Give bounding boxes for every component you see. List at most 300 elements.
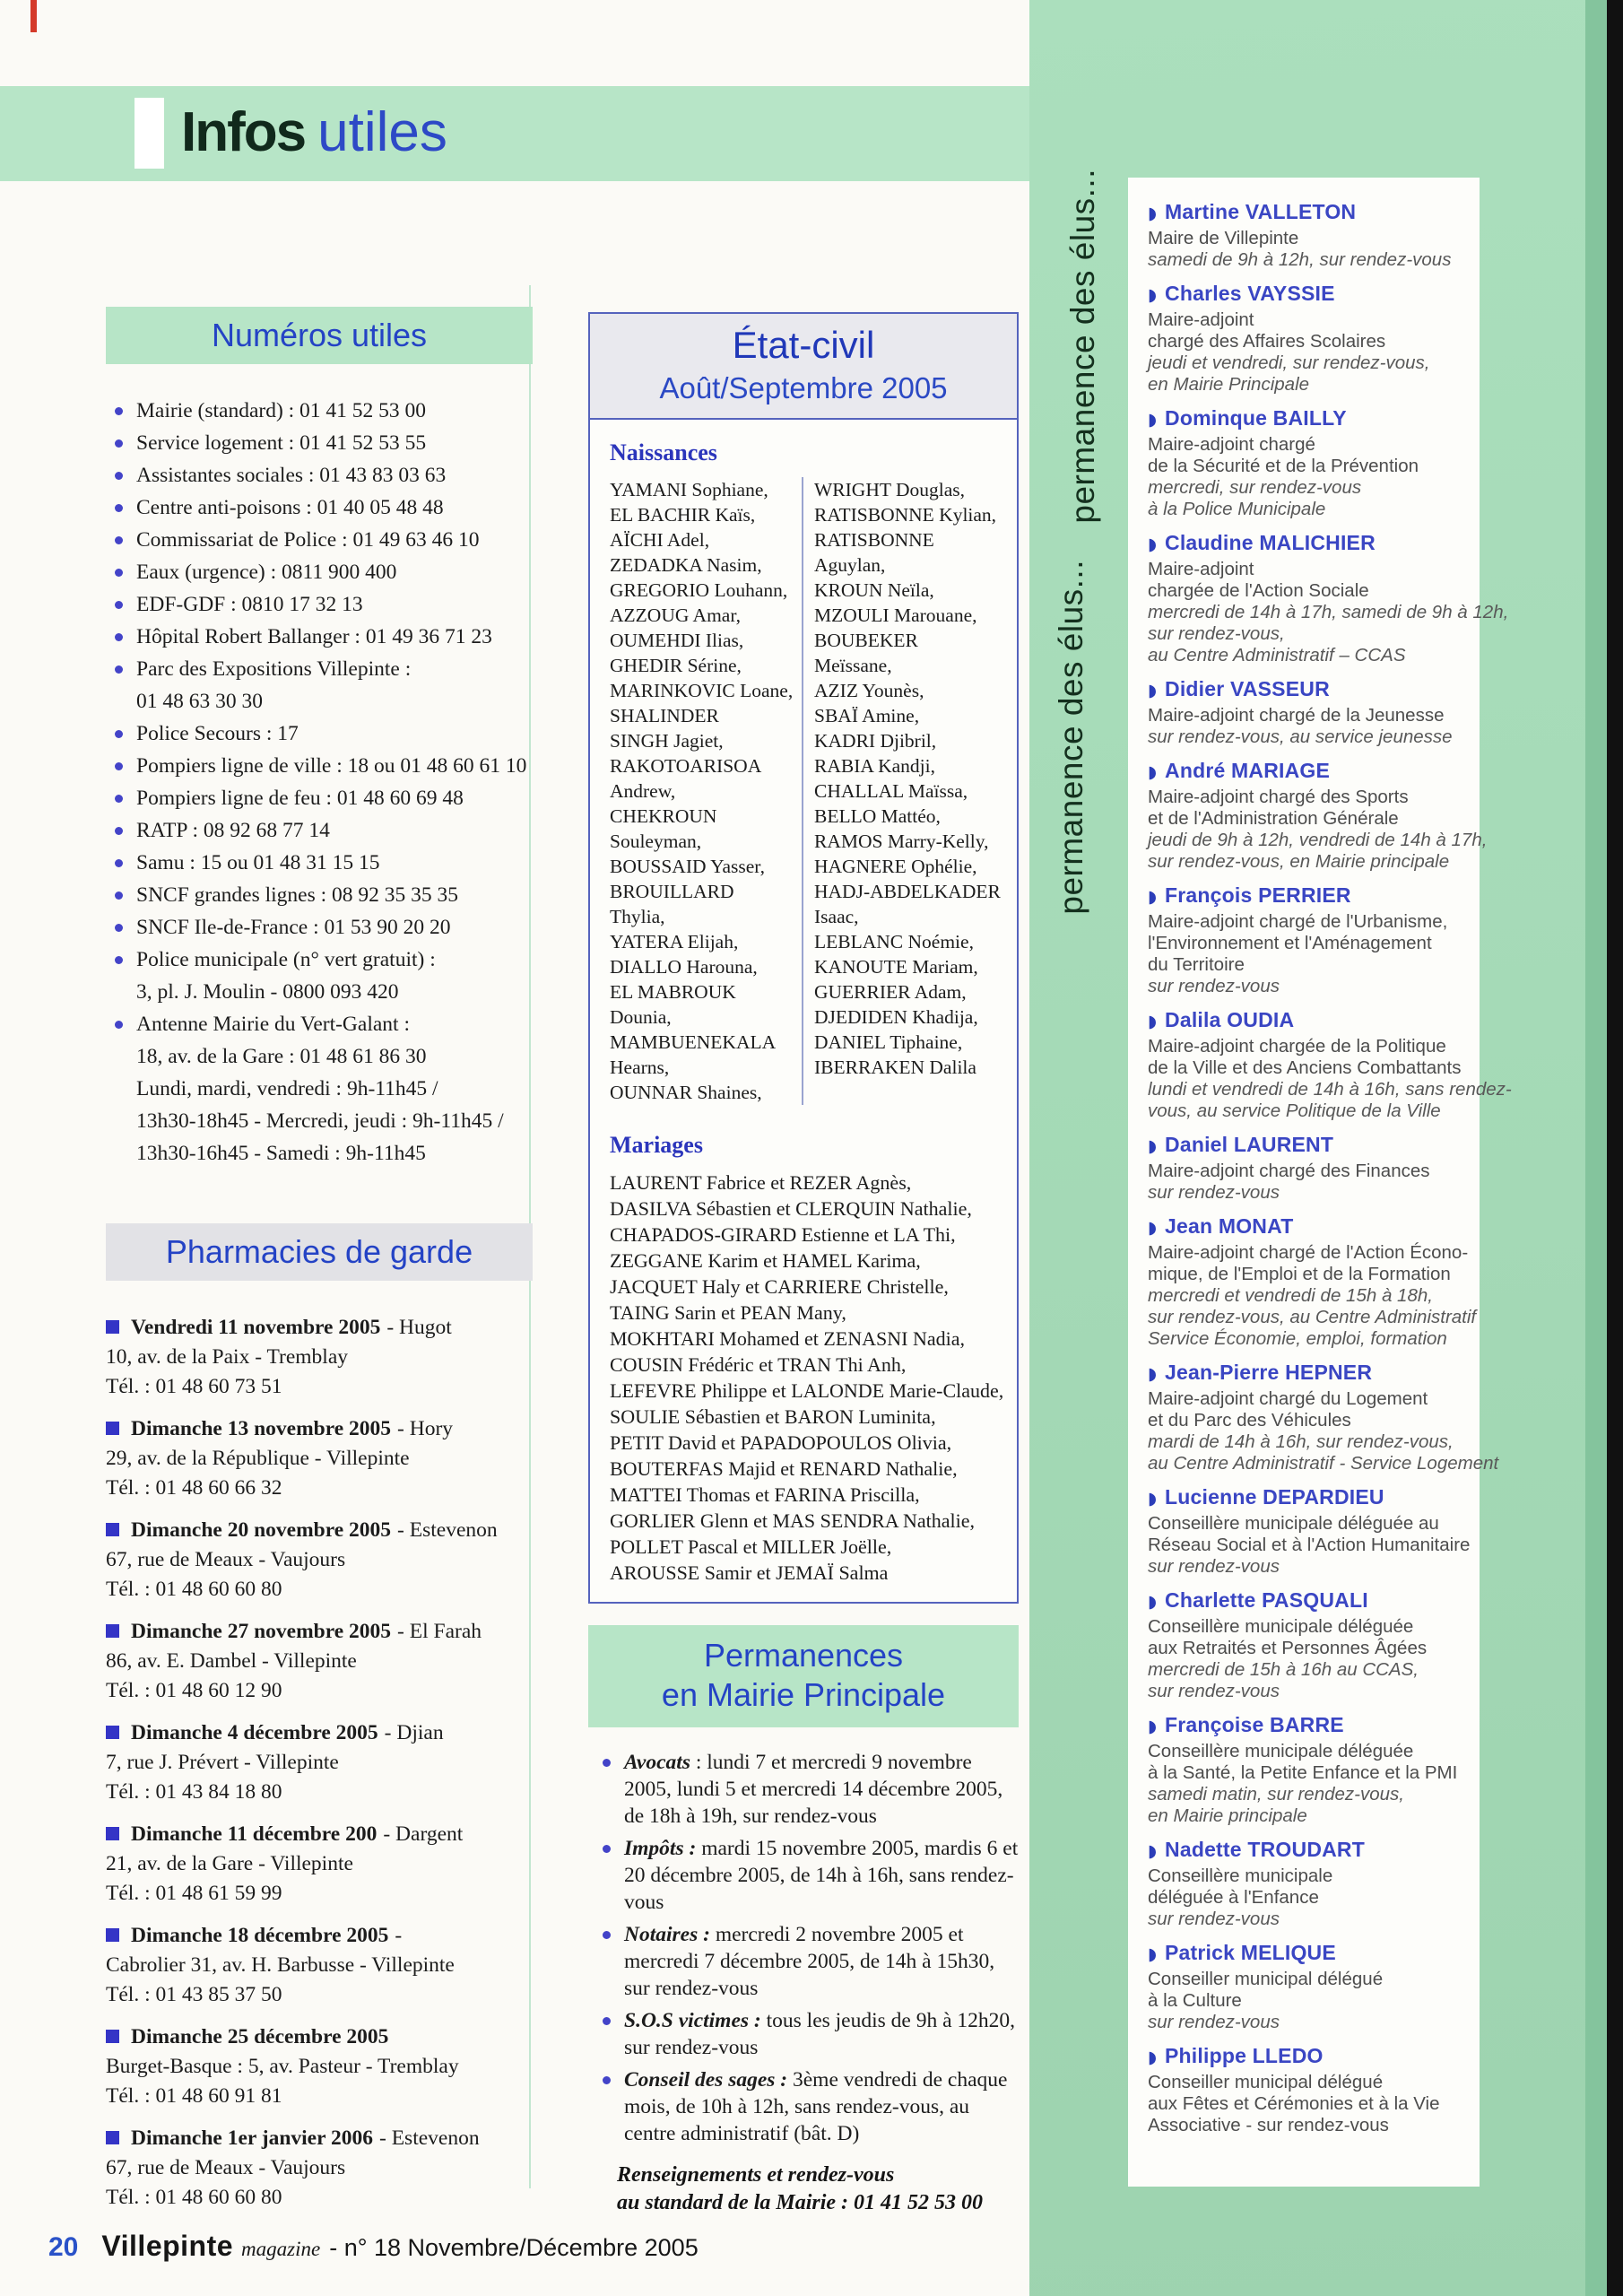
permanence-service: Conseil des sages : <box>624 2068 788 2092</box>
phone-list-item <box>109 459 533 491</box>
page-footer <box>48 2230 699 2263</box>
official-roles <box>1148 1388 1476 1431</box>
left-column <box>106 280 533 2225</box>
bullet-dot-icon <box>115 569 123 577</box>
phone-entry-extra-line: 01 48 63 30 30 <box>136 689 263 713</box>
official-name: Patrick MELIQUE <box>1165 1941 1336 1964</box>
official-role: Maire-adjoint chargée de la Politique <box>1148 1036 1446 1057</box>
right-half-circle-icon: ◗ <box>1148 1218 1158 1238</box>
official-role: Conseiller municipal délégué <box>1148 1969 1384 1989</box>
birth-name: Aguylan, <box>814 554 886 576</box>
page-title-light: utiles <box>317 101 447 163</box>
births-column-2 <box>803 477 1001 1105</box>
permanences-note <box>617 2161 1019 2217</box>
official-entry <box>1148 883 1476 997</box>
official-role: Maire-adjoint chargé de la Jeunesse <box>1148 705 1445 726</box>
official-roles <box>1148 1969 1476 2012</box>
birth-name: MZOULI Marouane, <box>814 604 977 626</box>
birth-name: CHALLAL Maïssa, <box>814 780 968 802</box>
official-name-row <box>1148 758 1476 787</box>
marriage-couple: POLLET Pascal et MILLER Joëlle, <box>610 1535 892 1558</box>
phone-entry-extra-line: 13h30-16h45 - Samedi : 9h-11h45 <box>136 1141 426 1165</box>
pharmacy-detail-line: 86, av. E. Dambel - Villepinte <box>106 1648 357 1673</box>
phone-entry-text: Police municipale (n° vert gratuit) : <box>136 947 436 971</box>
official-name: Daniel LAURENT <box>1165 1133 1334 1156</box>
birth-name: DIALLO Harouna, <box>610 956 758 978</box>
official-schedule: sur rendez-vous <box>1148 1182 1280 1203</box>
pharmacy-name: - Estevenon <box>379 2126 480 2150</box>
permanence-service: Impôts : <box>624 1837 697 1860</box>
bullet-dot-icon <box>115 504 123 512</box>
official-times <box>1148 477 1476 520</box>
official-times <box>1148 830 1488 873</box>
official-schedule: jeudi de 9h à 12h, vendredi de 14h à 17h, <box>1148 830 1488 850</box>
official-name-row <box>1148 1360 1476 1388</box>
bullet-dot-icon <box>115 407 123 415</box>
phone-entry-text: EDF-GDF : 0810 17 32 13 <box>136 592 363 616</box>
pharmacy-entry-head <box>106 2124 533 2153</box>
birth-name: SHALINDER <box>610 705 719 726</box>
official-role: Maire-adjoint chargé de l'Urbanisme, <box>1148 911 1448 932</box>
bullet-square-icon <box>106 1320 119 1334</box>
official-roles <box>1148 1513 1476 1556</box>
official-schedule: vous, au service Politique de la Ville <box>1148 1100 1441 1121</box>
pharmacy-date: Dimanche 11 décembre 200 <box>131 1822 378 1846</box>
magazine-subtitle: magazine <box>241 2238 321 2260</box>
official-name: Nadette TROUDART <box>1165 1838 1365 1861</box>
phone-entry-text: SNCF Ile-de-France : 01 53 90 20 20 <box>136 915 451 939</box>
pharmacy-detail <box>106 1849 533 1909</box>
pharmacy-entry-head <box>106 1921 533 1951</box>
marriage-couple: MATTEI Thomas et FARINA Priscilla, <box>610 1483 920 1506</box>
official-roles <box>1148 705 1476 726</box>
permanences-title-line1: Permanences <box>703 1637 904 1674</box>
pharmacy-detail-line: 67, rue de Meaux - Vaujours <box>106 1547 346 1571</box>
pharmacy-detail-line: Tél. : 01 48 60 66 32 <box>106 1475 282 1500</box>
official-role: chargée de l'Action Sociale <box>1148 580 1369 601</box>
phone-list-item <box>109 491 533 524</box>
bullet-square-icon <box>106 1928 119 1942</box>
pharmacy-detail <box>106 1444 533 1503</box>
phone-entry-text: Mairie (standard) : 01 41 52 53 00 <box>136 398 427 422</box>
official-name-row <box>1148 281 1476 309</box>
marriage-couple: LAURENT Fabrice et REZER Agnès, <box>610 1171 912 1194</box>
official-name-row <box>1148 1712 1476 1741</box>
page-edge-shadow <box>1585 0 1607 2296</box>
birth-name: DANIEL Tiphaine, <box>814 1031 963 1053</box>
birth-name: RATISBONNE Kylian, <box>814 504 997 526</box>
official-name-row <box>1148 530 1476 559</box>
right-half-circle-icon: ◗ <box>1148 2048 1158 2067</box>
official-entry <box>1148 1587 1476 1702</box>
pharmacy-entry <box>106 1820 533 1909</box>
phone-entry-text: Commissariat de Police : 01 49 63 46 10 <box>136 527 480 552</box>
birth-name: RAKOTOARISOA <box>610 755 762 777</box>
official-schedule: en Mairie principale <box>1148 1805 1307 1826</box>
permanence-service: Notaires : <box>624 1923 710 1946</box>
official-schedule: Service Économie, emploi, formation <box>1148 1328 1447 1349</box>
right-half-circle-icon: ◗ <box>1148 204 1158 223</box>
marriage-couple: BOUTERFAS Majid et RENARD Nathalie, <box>610 1457 958 1480</box>
birth-name: AÏCHI Adel, <box>610 529 710 551</box>
phone-list-item <box>109 588 533 621</box>
official-schedule: samedi de 9h à 12h, sur rendez-vous <box>1148 249 1452 270</box>
bullet-dot-icon <box>603 1931 611 1939</box>
official-name: Charlette PASQUALI <box>1165 1588 1368 1612</box>
official-roles <box>1148 434 1476 477</box>
official-name: Lucienne DEPARDIEU <box>1165 1485 1384 1509</box>
birth-name: OUNNAR Shaines, <box>610 1082 762 1103</box>
official-role: Conseillère municipale déléguée <box>1148 1616 1414 1637</box>
bullet-dot-icon <box>603 2076 611 2084</box>
phone-entry-text: Pompiers ligne de ville : 18 ou 01 48 60 61 10 <box>136 753 527 778</box>
vertical-caption: permanence des élus... <box>1053 559 1089 915</box>
pharmacy-detail <box>106 1343 533 1402</box>
official-times <box>1148 602 1509 666</box>
official-role: Maire-adjoint chargé <box>1148 434 1315 455</box>
useful-numbers-title: Numéros utiles <box>106 307 533 364</box>
official-schedule: samedi matin, sur rendez-vous, <box>1148 1784 1404 1805</box>
phone-list-item <box>109 879 533 911</box>
etat-civil-title: État-civil <box>732 324 875 366</box>
official-name-row <box>1148 1132 1476 1161</box>
right-half-circle-icon: ◗ <box>1148 1717 1158 1736</box>
official-role: Conseiller municipal délégué <box>1148 2072 1384 2092</box>
header-bar-decoration <box>135 98 164 169</box>
official-name: Jean MONAT <box>1165 1214 1294 1238</box>
birth-name: SINGH Jagiet, <box>610 730 724 752</box>
official-schedule: au Centre Administratif – CCAS <box>1148 645 1406 665</box>
pharmacy-entry-head <box>106 1718 533 1748</box>
pharmacy-detail <box>106 1951 533 2010</box>
official-times <box>1148 726 1476 748</box>
birth-name: GHEDIR Sérine, <box>610 655 742 676</box>
permanence-item <box>595 2007 1019 2061</box>
pharmacy-entry-head <box>106 1617 533 1647</box>
marriage-couple: COUSIN Frédéric et TRAN Thi Anh, <box>610 1353 907 1376</box>
official-entry <box>1148 1132 1476 1204</box>
phone-entry-text: Parc des Expositions Villepinte : <box>136 657 412 681</box>
official-schedule: sur rendez-vous, en Mairie principale <box>1148 851 1450 872</box>
bullet-square-icon <box>106 1422 119 1435</box>
birth-name: HADJ-ABDELKADER <box>814 881 1001 902</box>
marriage-couple: JACQUET Haly et CARRIERE Christelle, <box>610 1275 949 1298</box>
bullet-square-icon <box>106 2030 119 2043</box>
official-name-row <box>1148 1940 1476 1969</box>
bullet-dot-icon <box>115 1021 123 1029</box>
official-name: Dalila OUDIA <box>1165 1008 1295 1031</box>
etat-civil-body <box>590 420 1017 1602</box>
pharmacy-entry-head <box>106 1820 533 1849</box>
pharmacy-detail <box>106 1748 533 1807</box>
permanence-item <box>595 1835 1019 1916</box>
official-schedule: mercredi et vendredi de 15h à 18h, <box>1148 1285 1433 1306</box>
phone-entry-text: Service logement : 01 41 52 53 55 <box>136 430 427 455</box>
official-name: Dominque BAILLY <box>1165 406 1347 430</box>
birth-name: Dounia, <box>610 1006 672 1028</box>
official-entry <box>1148 2043 1476 2136</box>
phone-list-item <box>109 847 533 879</box>
phone-list-item <box>109 653 533 718</box>
right-half-circle-icon: ◗ <box>1148 1136 1158 1156</box>
phone-list-item <box>109 750 533 782</box>
etat-civil-box <box>588 312 1019 1604</box>
phone-entry-extra-line: 3, pl. J. Moulin - 0800 093 420 <box>136 979 399 1004</box>
phone-list-item <box>109 524 533 556</box>
pharmacy-detail <box>106 1545 533 1605</box>
official-schedule: sur rendez-vous <box>1148 2012 1280 2032</box>
pharmacy-detail-line: Tél. : 01 43 84 18 80 <box>106 1779 282 1804</box>
official-entry <box>1148 405 1476 520</box>
bullet-dot-icon <box>115 665 123 674</box>
pharmacy-detail-line: 67, rue de Meaux - Vaujours <box>106 2155 346 2179</box>
pharmacy-name: - <box>395 1923 403 1947</box>
official-name-row <box>1148 1587 1476 1616</box>
official-roles <box>1148 1741 1476 1784</box>
official-role: de la Sécurité et de la Prévention <box>1148 456 1419 476</box>
permanence-service: Avocats <box>624 1751 690 1774</box>
official-roles <box>1148 911 1476 976</box>
bullet-square-icon <box>106 2131 119 2144</box>
official-roles <box>1148 309 1476 352</box>
pharmacy-entry <box>106 1414 533 1503</box>
bullet-dot-icon <box>115 439 123 448</box>
pharmacy-date: Dimanche 27 novembre 2005 <box>131 1619 392 1643</box>
birth-name: Hearns, <box>610 1057 670 1078</box>
useful-numbers-list <box>106 395 533 1170</box>
bullet-square-icon <box>106 1624 119 1638</box>
birth-name: Andrew, <box>610 780 676 802</box>
official-schedule: mercredi de 14h à 17h, samedi de 9h à 12h, <box>1148 602 1509 622</box>
right-half-circle-icon: ◗ <box>1148 1489 1158 1509</box>
permanence-schedule: : lundi 7 et mercredi 9 novembre 2005, lundi 5 et mercredi 14 décembre 2005, de 18h à 19h, sur rendez-vous <box>624 1751 1003 1828</box>
phone-entry-text: Hôpital Robert Ballanger : 01 49 36 71 23 <box>136 624 492 648</box>
marriage-couple: AROUSSE Samir et JEMAÏ Salma <box>610 1561 889 1584</box>
bullet-dot-icon <box>115 859 123 867</box>
permanence-schedule: 3ème vendredi de chaque mois, de 10h à 12h, sans rendez-vous, au centre administratif (bât. D) <box>624 2068 1008 2145</box>
official-role: Réseau Social et à l'Action Humanitaire <box>1148 1535 1471 1555</box>
permanence-item <box>595 1749 1019 1830</box>
phone-entry-extra <box>136 1040 533 1170</box>
pharmacy-name: - Estevenon <box>397 1518 498 1542</box>
official-name: François PERRIER <box>1165 883 1351 907</box>
official-schedule: au Centre Administratif - Service Logement <box>1148 1453 1499 1474</box>
official-role: mique, de l'Emploi et de la Formation <box>1148 1264 1451 1284</box>
page-title <box>181 86 447 179</box>
official-schedule: mercredi, sur rendez-vous <box>1148 477 1362 498</box>
bullet-dot-icon <box>115 536 123 544</box>
right-half-circle-icon: ◗ <box>1148 887 1158 907</box>
birth-name: OUMEHDI Ilias, <box>610 630 744 651</box>
pharmacy-detail-line: Tél. : 01 48 60 91 81 <box>106 2083 282 2108</box>
birth-name: GREGORIO Louhann, <box>610 579 788 601</box>
pharmacy-name: - El Farah <box>397 1619 482 1643</box>
bullet-dot-icon <box>115 827 123 835</box>
official-role: à la Culture <box>1148 1990 1242 2011</box>
page-header <box>0 86 1029 181</box>
official-role: aux Fêtes et Cérémonies et à la Vie <box>1148 2093 1440 2114</box>
official-role: et du Parc des Véhicules <box>1148 1410 1351 1431</box>
phone-entry-text: Samu : 15 ou 01 48 31 15 15 <box>136 850 380 874</box>
pharmacy-date: Dimanche 25 décembre 2005 <box>131 2024 389 2048</box>
right-half-circle-icon: ◗ <box>1148 285 1158 305</box>
phone-entry-extra-line: 13h30-18h45 - Mercredi, jeudi : 9h-11h45 / <box>136 1109 504 1133</box>
official-times <box>1148 249 1476 271</box>
official-roles <box>1148 1866 1476 1909</box>
official-role: aux Retraités et Personnes Âgées <box>1148 1638 1428 1658</box>
phone-list-item <box>109 621 533 653</box>
official-roles <box>1148 2072 1476 2136</box>
pharmacy-detail-line: 29, av. de la République - Villepinte <box>106 1446 410 1470</box>
page-title-bold: Infos <box>181 101 306 163</box>
pharmacy-entry <box>106 1516 533 1605</box>
magazine-title: Villepinte <box>101 2230 234 2262</box>
birth-name: LEBLANC Noémie, <box>814 931 974 952</box>
pharmacy-detail-line: 10, av. de la Paix - Tremblay <box>106 1344 348 1369</box>
marriages-list <box>610 1170 1004 1586</box>
birth-name: BROUILLARD <box>610 881 734 902</box>
official-role: chargé des Affaires Scolaires <box>1148 331 1386 352</box>
phone-list-item <box>109 556 533 588</box>
birth-name: EL MABROUK <box>610 981 736 1003</box>
pharmacy-detail <box>106 2153 533 2213</box>
official-name-row <box>1148 2043 1476 2072</box>
birth-name: GUERRIER Adam, <box>814 981 967 1003</box>
official-times <box>1148 1556 1476 1578</box>
phone-entry-text: Eaux (urgence) : 0811 900 400 <box>136 560 397 584</box>
permanence-schedule: mercredi 2 novembre 2005 et mercredi 7 décembre 2005, de 14h à 15h30, sur rendez-vous <box>624 1923 995 2000</box>
phone-list-item <box>109 1008 533 1170</box>
permanences-note-line1: Renseignements et rendez-vous <box>617 2163 895 2187</box>
official-roles <box>1148 1161 1476 1182</box>
permanence-item <box>595 2066 1019 2147</box>
official-times <box>1148 1079 1512 1122</box>
vertical-caption: permanence des élus... <box>1064 169 1101 524</box>
official-entry <box>1148 1940 1476 2033</box>
right-half-circle-icon: ◗ <box>1148 410 1158 430</box>
registration-mark <box>30 0 37 32</box>
phone-entry-extra <box>136 685 533 718</box>
permanence-schedule: tous les jeudis de 9h à 12h20, sur rendez-vous <box>624 2009 1016 2059</box>
phone-list-item <box>109 911 533 944</box>
official-entry <box>1148 1213 1476 1350</box>
pharmacy-date: Dimanche 1er janvier 2006 <box>131 2126 373 2150</box>
pharmacy-detail-line: 21, av. de la Gare - Villepinte <box>106 1851 353 1875</box>
official-schedule: mercredi de 15h à 16h au CCAS, <box>1148 1659 1419 1680</box>
pharmacy-detail-line: Tél. : 01 48 61 59 99 <box>106 1881 282 1905</box>
official-times <box>1148 1784 1476 1827</box>
official-roles <box>1148 787 1476 830</box>
birth-name: AZIZ Younès, <box>814 680 924 701</box>
birth-name: HAGNERE Ophélie, <box>814 856 977 877</box>
right-half-circle-icon: ◗ <box>1148 762 1158 782</box>
official-schedule: jeudi et vendredi, sur rendez-vous, <box>1148 352 1430 373</box>
official-role: Associative - sur rendez-vous <box>1148 2115 1389 2135</box>
official-times <box>1148 1182 1476 1204</box>
bullet-dot-icon <box>115 730 123 738</box>
official-entry <box>1148 1837 1476 1930</box>
birth-name: ZEDADKA Nasim, <box>610 554 762 576</box>
official-entry <box>1148 530 1509 666</box>
official-times <box>1148 1659 1476 1702</box>
official-entry <box>1148 1712 1476 1827</box>
official-role: de la Ville et des Anciens Combattants <box>1148 1057 1462 1078</box>
official-name: Jean-Pierre HEPNER <box>1165 1361 1373 1384</box>
birth-name: KROUN Neïla, <box>814 579 934 601</box>
middle-column <box>588 312 1019 2217</box>
pharmacy-entry <box>106 1617 533 1706</box>
official-schedule: sur rendez-vous <box>1148 1681 1280 1701</box>
birth-name: EL BACHIR Kaïs, <box>610 504 756 526</box>
pharmacy-name: - Hory <box>397 1416 454 1440</box>
official-role: Maire-adjoint chargé du Logement <box>1148 1388 1428 1409</box>
official-name-row <box>1148 1837 1476 1866</box>
pharmacy-entry <box>106 1718 533 1807</box>
official-role: l'Environnement et l'Aménagement <box>1148 933 1432 953</box>
pharmacy-detail-line: Burget-Basque : 5, av. Pasteur - Tremblay <box>106 2054 459 2078</box>
right-half-circle-icon: ◗ <box>1148 1364 1158 1384</box>
bullet-dot-icon <box>115 795 123 803</box>
birth-name: MARINKOVIC Loane, <box>610 680 794 701</box>
official-schedule: sur rendez-vous, <box>1148 623 1285 644</box>
pharmacy-detail <box>106 1647 533 1706</box>
elected-officials-panel <box>1128 178 1512 2187</box>
official-name-row <box>1148 199 1476 228</box>
official-role: déléguée à l'Enfance <box>1148 1887 1319 1908</box>
official-role: Maire-adjoint chargé de l'Action Écono- <box>1148 1242 1469 1263</box>
marriage-couple: SOULIE Sébastien et BARON Luminita, <box>610 1405 936 1428</box>
right-half-circle-icon: ◗ <box>1148 1012 1158 1031</box>
phone-entry-extra-line: Lundi, mardi, vendredi : 9h-11h45 / <box>136 1076 438 1100</box>
official-role: Maire de Villepinte <box>1148 228 1299 248</box>
official-role: et de l'Administration Générale <box>1148 808 1399 829</box>
marriage-couple: TAING Sarin et PEAN Many, <box>610 1301 846 1324</box>
official-entry <box>1148 758 1488 873</box>
official-times <box>1148 1909 1476 1930</box>
bullet-square-icon <box>106 1523 119 1536</box>
official-times <box>1148 1285 1476 1350</box>
official-times <box>1148 976 1476 997</box>
pharmacy-entry-head <box>106 1414 533 1444</box>
official-role: du Territoire <box>1148 954 1245 975</box>
permanence-item <box>595 1921 1019 2002</box>
official-name: Philippe LLEDO <box>1165 2044 1324 2067</box>
pharmacy-entry <box>106 2022 533 2111</box>
birth-name: Isaac, <box>814 906 859 927</box>
pharmacy-entry <box>106 1313 533 1402</box>
birth-name: Thylia, <box>610 906 665 927</box>
bullet-dot-icon <box>115 601 123 609</box>
official-role: à la Santé, la Petite Enfance et la PMI <box>1148 1762 1458 1783</box>
official-name-row <box>1148 1213 1476 1242</box>
birth-name: YATERA Elijah, <box>610 931 739 952</box>
right-half-circle-icon: ◗ <box>1148 535 1158 554</box>
phone-entry-text: Assistantes sociales : 01 43 83 03 63 <box>136 463 447 487</box>
birth-name: Souleyman, <box>610 831 702 852</box>
vertical-captions <box>1040 169 1126 931</box>
official-name: Charles VAYSSIE <box>1165 282 1335 305</box>
official-entry <box>1148 1484 1476 1578</box>
official-roles <box>1148 1242 1476 1285</box>
official-schedule: sur rendez-vous, au Centre Administratif <box>1148 1307 1477 1327</box>
phone-entry-text: Antenne Mairie du Vert-Galant : <box>136 1012 410 1036</box>
official-entry <box>1148 676 1476 748</box>
official-schedule: sur rendez-vous <box>1148 1556 1280 1577</box>
official-entry <box>1148 281 1476 396</box>
official-role: Maire-adjoint <box>1148 559 1254 579</box>
official-times <box>1148 352 1476 396</box>
bullet-dot-icon <box>603 1759 611 1767</box>
